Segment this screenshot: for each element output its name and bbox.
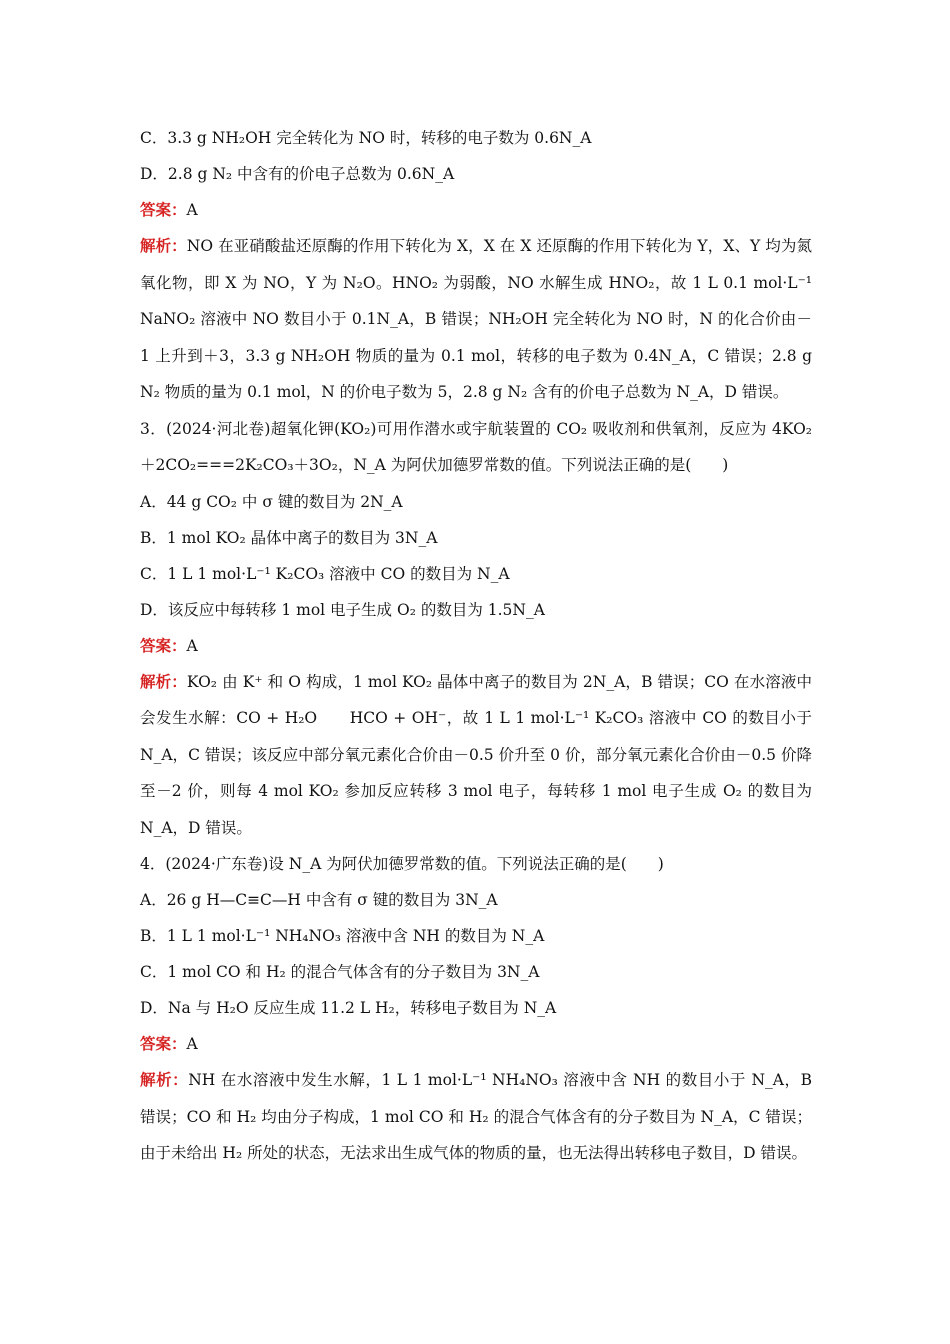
q3-option-a: A．44 g CO₂ 中 σ 键的数目为 2N_A [140,492,403,511]
q4-answer-value: A [186,1035,198,1053]
q2-answer [140,192,812,228]
q4-option-d: D．Na 与 H₂O 反应生成 11.2 L H₂，转移电子数目为 N_A [140,999,557,1017]
q2-answer-value: A [186,201,198,219]
document-page [140,120,812,1172]
q2-option-d: D．2.8 g N₂ 中含有的价电子总数为 0.6N_A [140,165,455,183]
q3-answer-value: A [186,636,198,655]
q4-stem: 4．(2024·广东卷)设 N_A 为阿伏加德罗常数的值。下列说法正确的是( ) [140,855,664,873]
q3-option-b: B．1 mol KO₂ 晶体中离子的数目为 3N_A [140,528,438,547]
q3-analysis [140,664,812,847]
analysis-label: 解析： [140,671,187,691]
q4-option-b: B．1 L 1 mol·L⁻¹ NH₄NO₃ 溶液中含 NH 的数目为 N_A [140,927,545,945]
answer-label: 答案： [140,635,187,655]
analysis-label: 解析： [140,236,187,255]
answer-label: 答案： [140,200,187,219]
q4-analysis [140,1062,812,1172]
q3-analysis-text: KO₂ 由 K⁺ 和 O 构成，1 mol KO₂ 晶体中离子的数目为 2N_A，B 错误；CO 在水溶液中会发生水解：CO + H₂O HCO + OH⁻，故 1 L 1 mol·L⁻¹ K₂CO₃ 溶液中 CO 的数目小于 N_A，C 错误；该反应中部分氧元素化合价由－0.5 价升至 0 价，部分氧元素化合价由－0.5 价降至－2 价，则每 4 mol KO₂ 参加反应转移 3 mol 电子，每转移 1 mol 电子生成 O₂ 的数目为 N_A，D 错误。 [140,672,812,837]
q3-answer [140,628,812,664]
q3-option-d: D．该反应中每转移 1 mol 电子生成 O₂ 的数目为 1.5N_A [140,600,545,619]
q2-analysis [140,228,812,411]
analysis-label: 解析： [140,1070,189,1089]
q4-option-a: A．26 g H—C≡C—H 中含有 σ 键的数目为 3N_A [140,891,498,909]
q4-option-c: C．1 mol CO 和 H₂ 的混合气体含有的分子数目为 3N_A [140,963,540,981]
q4-answer [140,1026,812,1062]
q2-option-c: C．3.3 g NH₂OH 完全转化为 NO 时，转移的电子数为 0.6N_A [140,129,592,147]
q3-stem: 3．(2024·河北卷)超氧化钾(KO₂)可用作潜水或宇航装置的 CO₂ 吸收剂和供氧剂，反应为 4KO₂＋2CO₂===2K₂CO₃＋3O₂，N_A 为阿伏加德罗常数的值。下列说法正确的是( ) [140,419,812,474]
q4-analysis-text: NH 在水溶液中发生水解，1 L 1 mol·L⁻¹ NH₄NO₃ 溶液中含 NH 的数目小于 N_A，B 错误；CO 和 H₂ 均由分子构成，1 mol CO 和 H₂ 的混合气体含有的分子数目为 N_A，C 错误；由于未给出 H₂ 所处的状态，无法求出生成气体的物质的量，也无法得出转移电子数目，D 错误。 [140,1071,812,1162]
q2-analysis-text: NO 在亚硝酸盐还原酶的作用下转化为 X，X 在 X 还原酶的作用下转化为 Y，X、Y 均为氮氧化物，即 X 为 NO，Y 为 N₂O。HNO₂ 为弱酸，NO 水解生成 HNO₂，故 1 L 0.1 mol·L⁻¹ NaNO₂ 溶液中 NO 数目小于 0.1N_A，B 错误；NH₂OH 完全转化为 NO 时，N 的化合价由－1 上升到＋3，3.3 g NH₂OH 物质的量为 0.1 mol，转移的电子数为 0.4N_A，C 错误；2.8 g N₂ 物质的量为 0.1 mol，N 的价电子数为 5，2.8 g N₂ 含有的价电子总数为 N_A，D 错误。 [140,237,812,401]
q3-option-c: C．1 L 1 mol·L⁻¹ K₂CO₃ 溶液中 CO 的数目为 N_A [140,564,510,583]
answer-label: 答案： [140,1034,187,1053]
